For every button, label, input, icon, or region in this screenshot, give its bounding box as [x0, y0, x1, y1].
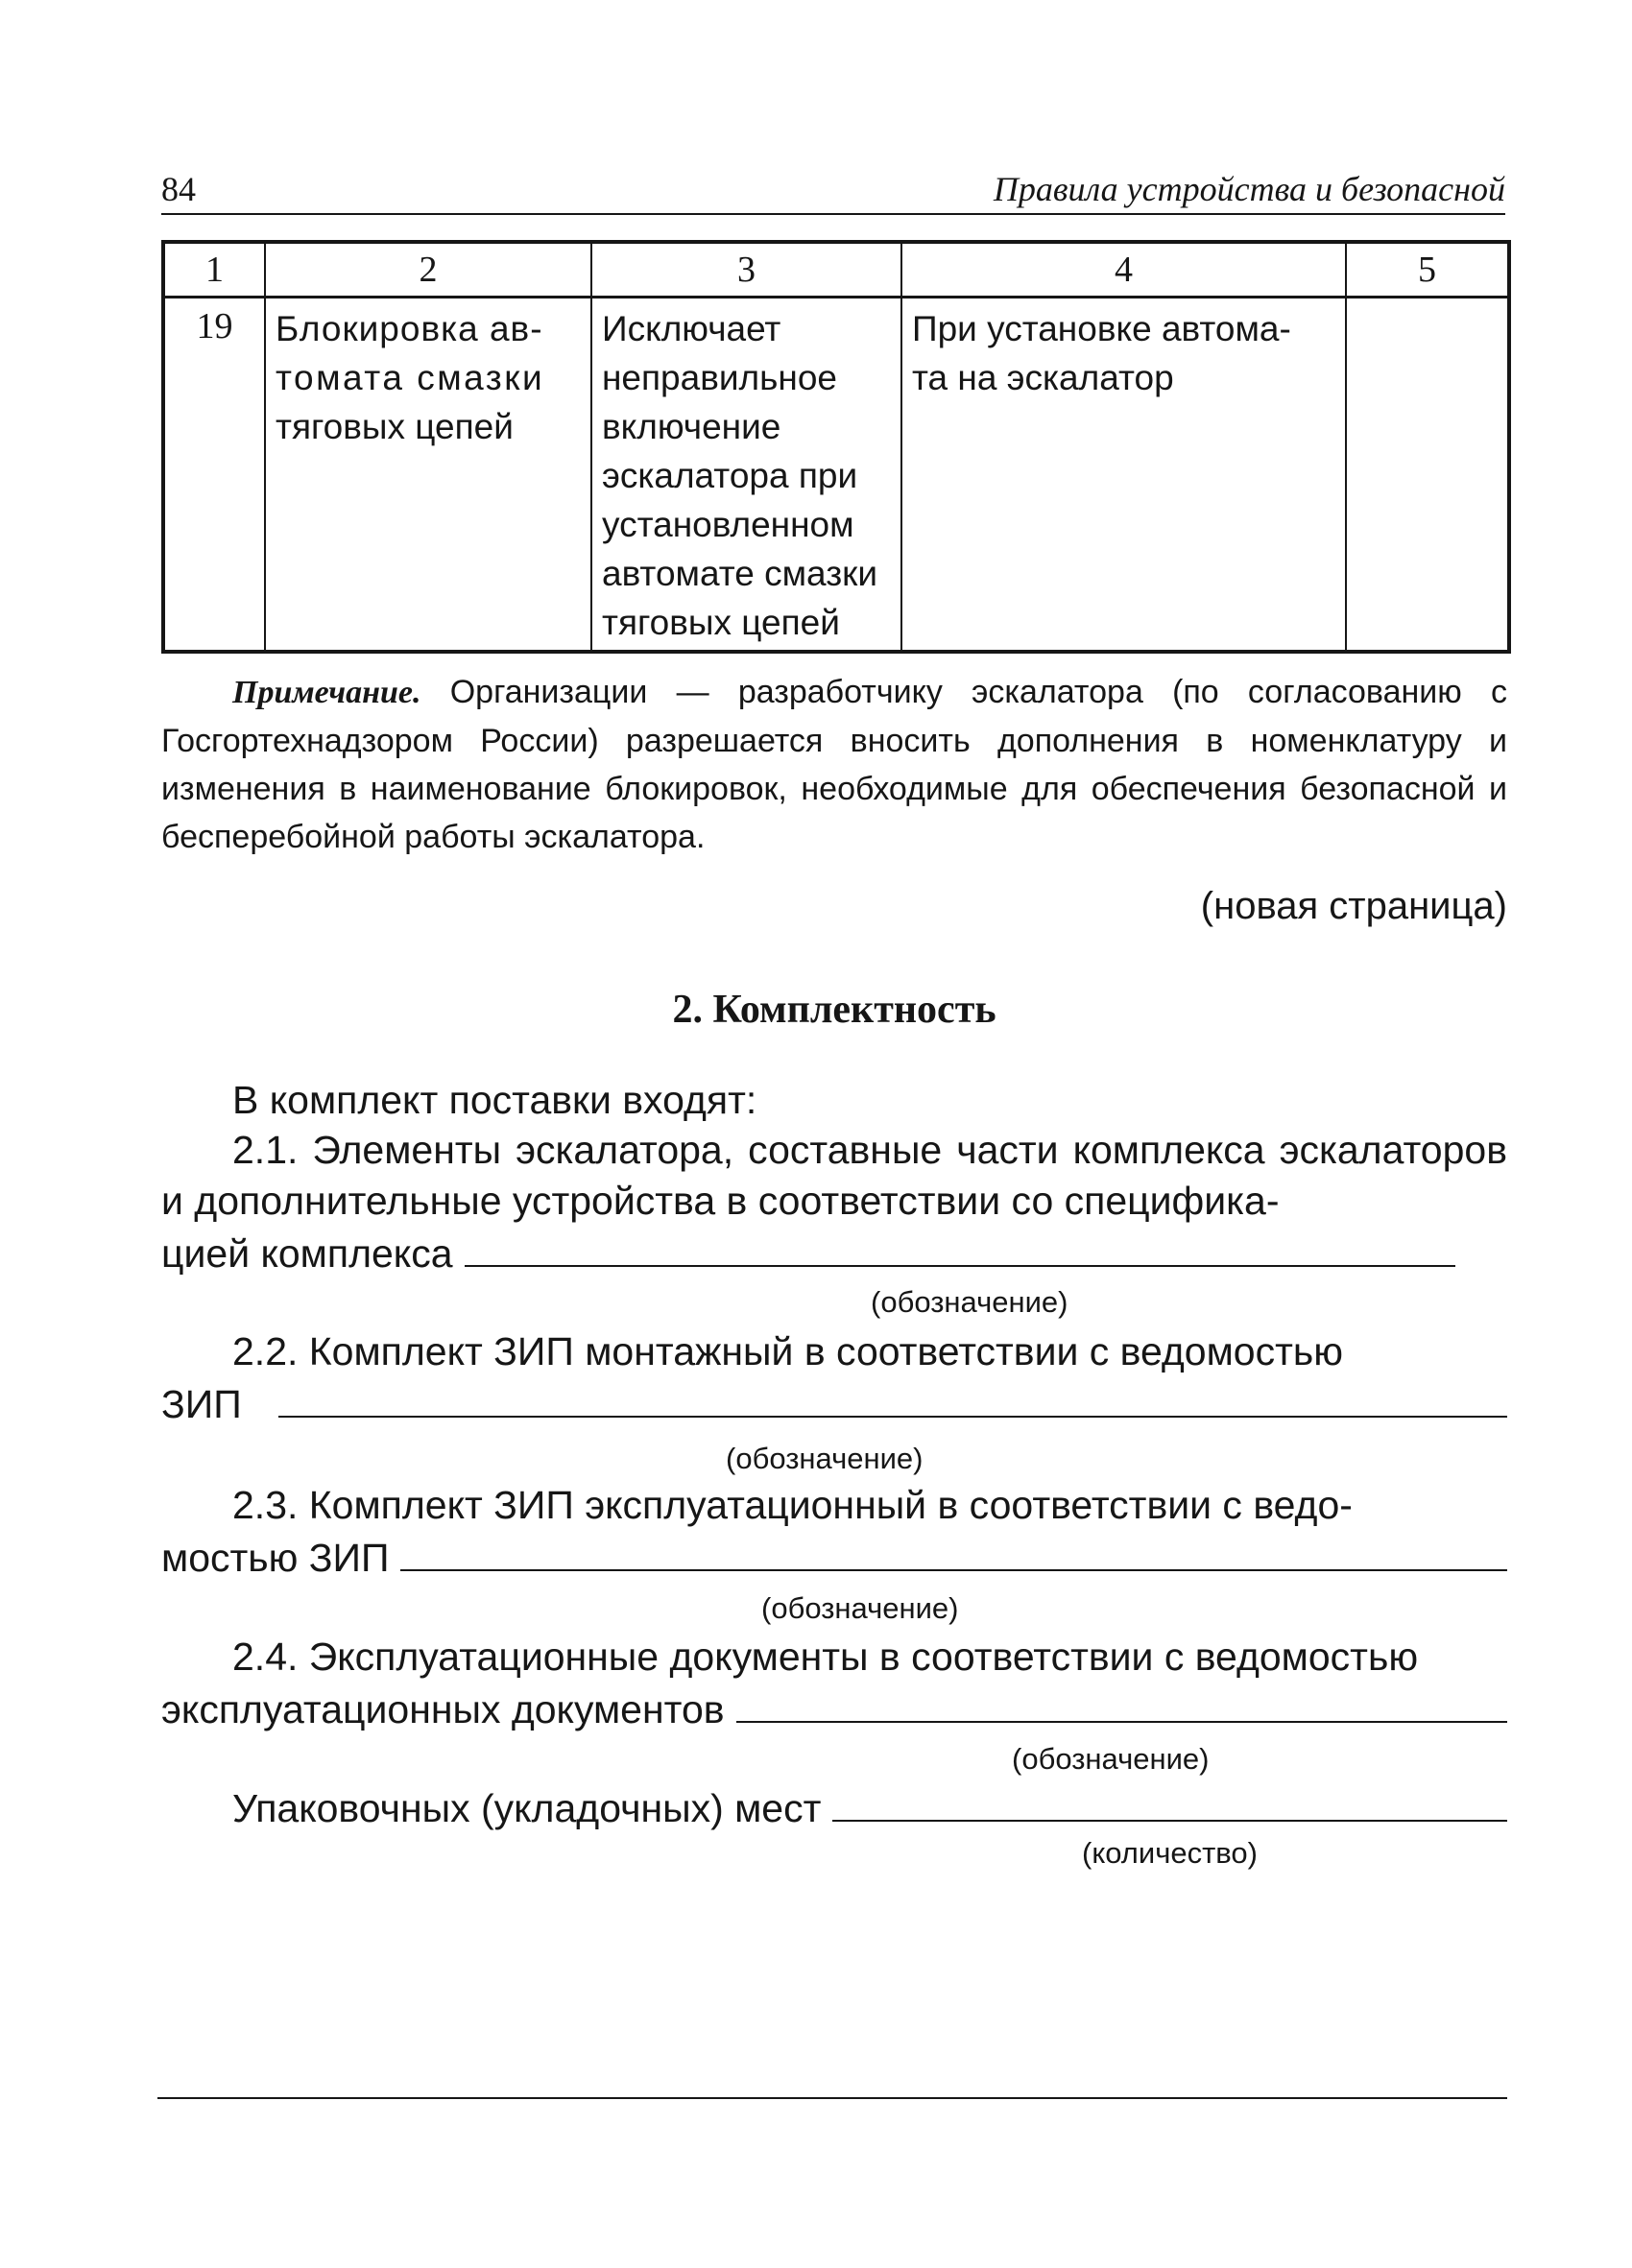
column-header-2: 2: [265, 242, 591, 298]
column-header-4: 4: [901, 242, 1346, 298]
item-text: 2.3. Комплект ЗИП эксплуатационный в соответствии с ведо-: [232, 1483, 1353, 1527]
fill-label: эксплуатационных документов: [161, 1687, 725, 1731]
item-text: 2.2. Комплект ЗИП монтажный в соответствии с ведомостью: [232, 1329, 1343, 1373]
cell-line: Исключает: [602, 309, 781, 348]
fill-blank-line: [400, 1531, 1507, 1571]
table-row: [163, 298, 1509, 653]
cell-line: та на эскалатор: [912, 358, 1174, 397]
fill-label: мостью ЗИП: [161, 1536, 390, 1580]
item-text: 2.1. Элементы эскалатора, составные части комплекса эскалаторов и дополнительные устройства в соответствии со специфика-: [161, 1128, 1507, 1223]
empty-cell: [1346, 298, 1509, 653]
item-2-3: [161, 1480, 1507, 1584]
column-header-3: 3: [591, 242, 901, 298]
fill-row: [161, 1781, 1507, 1834]
item-2-2: [161, 1326, 1507, 1430]
blank-caption: (обозначение): [726, 1442, 924, 1475]
page-number: 84: [161, 170, 196, 208]
item-text: 2.4. Эксплуатационные документы в соответствии с ведомостью: [232, 1635, 1419, 1679]
interlock-condition-cell: [901, 298, 1346, 653]
interlock-name-cell: [265, 298, 591, 653]
fill-label: цией комплекса: [161, 1231, 453, 1276]
fill-row: [161, 1683, 1507, 1735]
fill-blank-line: [465, 1227, 1456, 1267]
intro-text: В комплект поставки входят:: [232, 1078, 757, 1122]
cell-line: тяговых цепей: [602, 603, 840, 642]
cell-line: Блокировка ав-: [276, 309, 543, 348]
cell-line: томата смазки: [276, 358, 545, 397]
note-text: Организации — разработчику эскалатора (по согласованию с Госгортехнадзором России) разрешается вносить дополнения в номенклатуру и изменения в наименование блокировок, необходимые для обеспечения безопасной и бесперебойной работы эскалатора.: [161, 674, 1507, 855]
cell-line: установленном: [602, 505, 854, 544]
running-header: [161, 161, 1505, 215]
running-title: Правила устройства и безопасной: [993, 170, 1505, 208]
fill-row: [161, 1227, 1507, 1279]
fill-label: Упаковочных (укладочных) мест: [232, 1786, 822, 1830]
interlock-purpose-cell: [591, 298, 901, 653]
packing-places-line: [161, 1781, 1507, 1834]
fill-label: ЗИП: [161, 1382, 242, 1426]
interlock-table: [161, 240, 1511, 654]
cell-line: При установке автома-: [912, 309, 1291, 348]
blank-caption: (обозначение): [1012, 1742, 1210, 1776]
item-2-1: [161, 1125, 1507, 1279]
row-number: 19: [163, 298, 265, 653]
cell-line: включение: [602, 407, 781, 446]
section-title: 2. Комплектность: [672, 988, 996, 1032]
column-header-1: 1: [163, 242, 265, 298]
note-label: Примечание.: [232, 675, 421, 710]
blank-caption: (количество): [1082, 1836, 1258, 1870]
table-header-row: [163, 242, 1509, 298]
column-header-5: 5: [1346, 242, 1509, 298]
header-rule: [161, 213, 1505, 215]
fill-row: [161, 1377, 1507, 1430]
new-page-marker: (новая страница): [1200, 885, 1507, 927]
fill-blank-line: [278, 1377, 1507, 1418]
blank-caption: (обозначение): [871, 1285, 1068, 1319]
fill-blank-line: [832, 1781, 1507, 1822]
cell-line: автомате смазки: [602, 554, 878, 593]
item-2-4: [161, 1632, 1507, 1735]
cell-line: тяговых цепей: [276, 407, 514, 446]
fill-row: [161, 1531, 1507, 1584]
fill-blank-line: [736, 1683, 1507, 1723]
blank-caption: (обозначение): [761, 1591, 959, 1625]
note-paragraph: [161, 668, 1507, 861]
cell-line: неправильное: [602, 358, 837, 397]
footer-rule: [157, 2097, 1507, 2099]
cell-line: эскалатора при: [602, 456, 858, 495]
